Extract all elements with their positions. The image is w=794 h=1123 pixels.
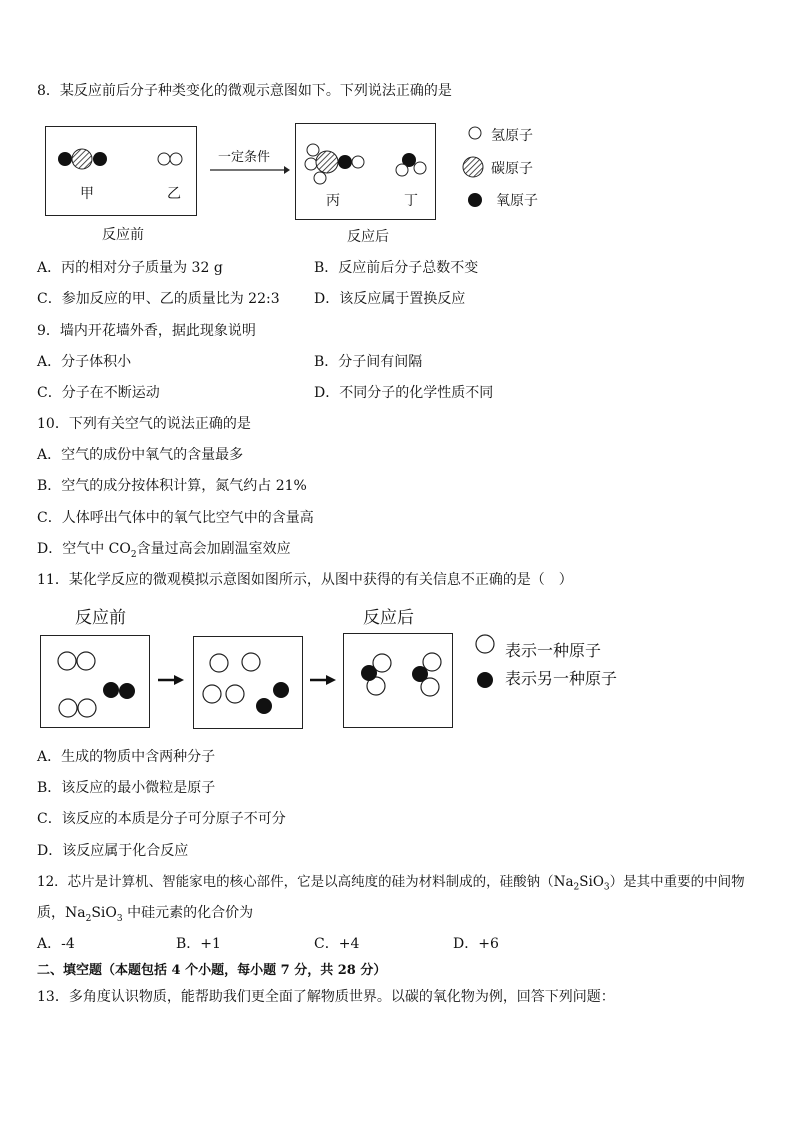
- q9-option-d: D．不同分子的化学性质不同: [314, 385, 494, 401]
- q12-text: 12．芯片是计算机、智能家电的核心部件，它是以高纯度的硅为材料制成的，硅酸钠（Na: [37, 874, 574, 890]
- oxygen-atom: [93, 152, 107, 166]
- q12-stem-line2: [37, 904, 253, 928]
- q12-text: SiO: [579, 874, 604, 890]
- black-atom: [412, 666, 428, 682]
- black-atom-legend-icon: [477, 672, 493, 688]
- q8-label-bing: 丙: [326, 193, 340, 209]
- q11-legend-white: 表示一种原子: [505, 641, 602, 660]
- hydrogen-atom: [170, 153, 182, 165]
- hydrogen-atom: [307, 144, 319, 156]
- subscript: 2: [130, 549, 137, 560]
- subscript: 3: [116, 913, 123, 924]
- q12-option-c: C．+4: [314, 936, 360, 952]
- white-atom: [59, 699, 77, 717]
- q10-option-d: [37, 540, 291, 564]
- subscript: 3: [603, 882, 610, 893]
- q8-reaction-arrow: [210, 165, 290, 175]
- q8-option-a: A．丙的相对分子质量为 32 g: [37, 260, 223, 276]
- q13-stem: 13．多角度认识物质，能帮助我们更全面了解物质世界。以碳的氧化物为例，回答下列问题：: [37, 989, 615, 1005]
- q11-before-title: 反应前: [75, 608, 126, 628]
- q11-box-3: [343, 633, 453, 728]
- white-atom: [78, 699, 96, 717]
- q11-box-1: [40, 635, 150, 728]
- white-atom-legend-icon: [476, 635, 494, 653]
- q8-option-b: B．反应前后分子总数不变: [314, 260, 479, 276]
- q11-box-2: [193, 636, 303, 729]
- q12-text: SiO: [91, 905, 117, 921]
- section-heading: 二、填空题（本题包括 4 个小题，每小题 7 分，共 28 分）: [37, 963, 387, 978]
- oxygen-atom: [338, 155, 352, 169]
- q9-option-c: C．分子在不断运动: [37, 385, 160, 401]
- q11-arrow-1: [158, 674, 184, 686]
- white-atom: [58, 652, 76, 670]
- white-atom: [77, 652, 95, 670]
- q11-arrow-2: [310, 674, 336, 686]
- white-atom: [242, 653, 260, 671]
- q11-legend-symbols: [474, 634, 496, 684]
- white-atom: [226, 685, 244, 703]
- q8-option-c: C．参加反应的甲、乙的质量比为 22:3: [37, 291, 280, 307]
- q11-legend-black: 表示另一种原子: [505, 669, 618, 688]
- q10-option-c: C．人体呼出气体中的氧气比空气中的含量高: [37, 510, 314, 526]
- q8-legend-symbols: [460, 122, 490, 212]
- q8-label-ding: 丁: [404, 193, 418, 209]
- q11-after-title: 反应后: [363, 608, 414, 628]
- q10-option-d-text-end: 含量过高会加剧温室效应: [136, 541, 291, 557]
- carbon-legend-icon: [463, 157, 483, 177]
- q10-stem: 10．下列有关空气的说法正确的是: [37, 416, 251, 432]
- q11-box-3-molecules: [344, 634, 454, 729]
- q11-option-d: D．该反应属于化合反应: [37, 843, 189, 859]
- q11-option-c: C．该反应的本质是分子可分原子不可分: [37, 811, 286, 827]
- q9-option-a: A．分子体积小: [37, 354, 132, 370]
- q8-label-jia: 甲: [80, 186, 94, 202]
- black-atom: [361, 665, 377, 681]
- q12-text: 质，Na: [37, 905, 86, 921]
- white-atom: [423, 653, 441, 671]
- q12-option-d: D．+6: [453, 936, 499, 952]
- q8-label-yi: 乙: [167, 186, 181, 202]
- hydrogen-atom: [305, 158, 317, 170]
- q11-stem: 11．某化学反应的微观模拟示意图如图所示，从图中获得的有关信息不正确的是（ ）: [37, 572, 573, 588]
- oxygen-atom: [58, 152, 72, 166]
- carbon-atom: [316, 151, 338, 173]
- q8-after-caption: 反应后: [347, 229, 389, 245]
- q10-option-b: B．空气的成分按体积计算，氮气约占 21%: [37, 478, 307, 494]
- q12-option-b: B．+1: [176, 936, 221, 952]
- subscript: 2: [573, 882, 580, 893]
- q11-option-b: B．该反应的最小微粒是原子: [37, 780, 216, 796]
- hydrogen-atom: [396, 164, 408, 176]
- q8-option-d: D．该反应属于置换反应: [314, 291, 466, 307]
- q8-before-box: [45, 126, 197, 216]
- q8-legend-carbon: 碳原子: [491, 161, 533, 177]
- q8-legend-oxygen: 氧原子: [496, 193, 538, 209]
- hydrogen-legend-icon: [469, 127, 481, 139]
- q12-text: 中硅元素的化合价为: [122, 905, 254, 921]
- q11-option-a: A．生成的物质中含两种分子: [37, 749, 216, 765]
- q8-legend-hydrogen: 氢原子: [491, 128, 533, 144]
- q12-stem-line1: [37, 873, 745, 897]
- hydrogen-atom: [158, 153, 170, 165]
- q8-before-caption: 反应前: [102, 227, 144, 243]
- oxygen-legend-icon: [468, 193, 482, 207]
- black-atom: [256, 698, 272, 714]
- q12-text: ）是其中重要的中间物: [609, 874, 745, 890]
- q8-stem: 8．某反应前后分子种类变化的微观示意图如下。下列说法正确的是: [37, 83, 452, 99]
- q10-option-d-text: D．空气中 CO: [37, 541, 131, 557]
- q11-box-1-molecules: [41, 636, 151, 729]
- q11-box-2-atoms: [194, 637, 304, 730]
- black-atom: [273, 682, 289, 698]
- q12-option-a: A．-4: [37, 936, 75, 952]
- subscript: 2: [85, 913, 92, 924]
- white-atom: [203, 685, 221, 703]
- black-atom: [119, 683, 135, 699]
- q8-before-molecules: [46, 127, 198, 217]
- white-atom: [210, 654, 228, 672]
- q8-arrow-text: 一定条件: [218, 150, 271, 165]
- hydrogen-atom: [352, 156, 364, 168]
- carbon-atom: [72, 149, 92, 169]
- q9-option-b: B．分子间有间隔: [314, 354, 423, 370]
- q10-option-a: A．空气的成份中氧气的含量最多: [37, 447, 244, 463]
- hydrogen-atom: [314, 172, 326, 184]
- q9-stem: 9．墙内开花墙外香，据此现象说明: [37, 323, 256, 339]
- black-atom: [103, 682, 119, 698]
- q8-after-box: [295, 123, 436, 220]
- hydrogen-atom: [414, 162, 426, 174]
